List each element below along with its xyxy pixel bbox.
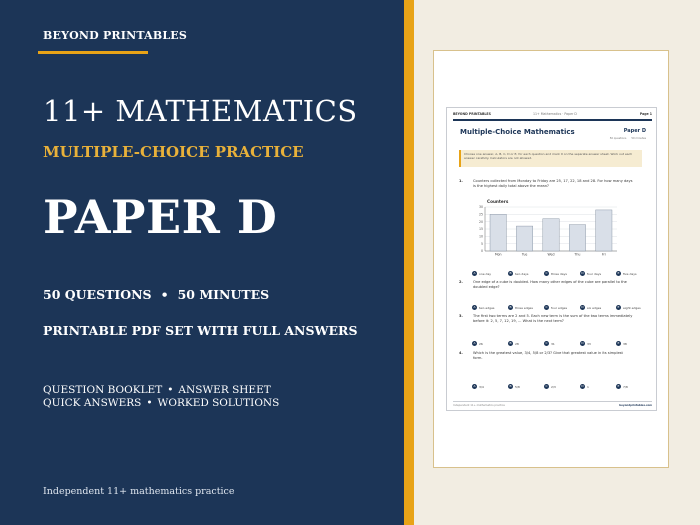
- option-value: two days: [515, 271, 529, 276]
- product-subtitle: MULTIPLE-CHOICE PRACTICE: [43, 143, 304, 161]
- brand-name: BEYOND PRINTABLES: [43, 29, 188, 42]
- question-text: Counters collected from Monday to Friday are 25, 17, 22, 18 and 28. For how many days is the highest daily total above the mean?: [473, 179, 633, 188]
- option-value: 1: [587, 384, 589, 389]
- option-value: 28: [515, 341, 519, 346]
- option-value: eight edges: [623, 305, 641, 310]
- option-letter: B: [509, 341, 512, 345]
- option-letter: B: [509, 384, 512, 388]
- option-letter: A: [473, 271, 476, 275]
- bar: [596, 210, 612, 251]
- sheet-title: Multiple-Choice Mathematics: [460, 128, 575, 136]
- sheet-footer: [453, 404, 652, 409]
- option-a[interactable]: [472, 376, 484, 389]
- option-value: two edges: [479, 305, 495, 310]
- cover-footer: Independent 11+ mathematics practice: [43, 486, 235, 497]
- option-value: 33: [587, 341, 591, 346]
- question-number: 3.: [459, 314, 463, 318]
- y-tick-label: 10: [478, 234, 483, 239]
- y-tick-label: 0: [480, 249, 483, 254]
- bar: [516, 226, 532, 251]
- x-tick-label: Tue: [521, 252, 528, 257]
- option-e[interactable]: [616, 263, 637, 276]
- option-letter: D: [581, 305, 584, 309]
- sheet-subinfo: [605, 137, 646, 140]
- y-tick-label: 20: [478, 219, 483, 224]
- bar-chart: [471, 197, 621, 259]
- question-text: Which is the greatest value, 3/4, 5/8 or 2/3? Give that greatest value in its simplest form.: [473, 351, 623, 360]
- meta-separator: •: [160, 287, 169, 302]
- option-e[interactable]: [616, 297, 641, 310]
- question-text: One edge of a cube is doubled. How many other edges of the cube are parallel to the doubled edge?: [473, 280, 627, 289]
- option-c[interactable]: [544, 263, 567, 276]
- option-letter: C: [545, 341, 548, 345]
- x-tick-label: Thu: [574, 252, 581, 257]
- option-c[interactable]: [544, 376, 556, 389]
- option-b[interactable]: [508, 376, 520, 389]
- contents-separator: •: [146, 397, 153, 409]
- sheet-header: [453, 112, 652, 119]
- question-count: 50 QUESTIONS: [43, 287, 152, 302]
- contents-line-2: [43, 397, 279, 410]
- question-number: 2.: [459, 280, 463, 284]
- option-d[interactable]: [580, 263, 602, 276]
- contents-item-quick-answers: QUICK ANSWERS: [43, 397, 142, 409]
- option-value: four edges: [551, 305, 568, 310]
- option-value: 38: [623, 341, 627, 346]
- paper-label: PAPER D: [43, 190, 278, 244]
- option-letter: A: [473, 384, 476, 388]
- sheet-header-rule: [453, 119, 652, 121]
- option-a[interactable]: [472, 333, 483, 346]
- question-number: 1.: [459, 179, 463, 183]
- sheet-footer-site: beyondprintables.com: [619, 404, 652, 407]
- option-value: six edges: [587, 305, 602, 310]
- option-value: three edges: [515, 305, 533, 310]
- sheet-header-center: 11+ Mathematics · Paper D: [533, 112, 577, 116]
- option-value: one day: [479, 271, 492, 276]
- question-text: The first two terms are 2 and 5. Each new term is the sum of the two terms immediately before it: 2, 5, 7, 12, 19, … What is the next term?: [473, 314, 633, 323]
- bar: [490, 214, 506, 251]
- contents-item-answer-sheet: ANSWER SHEET: [178, 384, 271, 396]
- option-letter: B: [509, 271, 512, 275]
- option-value: 26: [479, 341, 483, 346]
- option-c[interactable]: [544, 333, 555, 346]
- question-3-options: [472, 333, 642, 346]
- paper-meta: [43, 287, 269, 302]
- bar: [543, 219, 559, 251]
- option-letter: D: [581, 271, 584, 275]
- option-value: three days: [551, 271, 567, 276]
- sheet-question-count: 50 questions: [609, 137, 627, 140]
- option-b[interactable]: [508, 263, 529, 276]
- duration: 50 MINUTES: [177, 287, 270, 302]
- y-tick-label: 30: [478, 205, 483, 210]
- contents-list: [43, 384, 279, 410]
- y-tick-label: 15: [478, 227, 483, 232]
- y-tick-label: 25: [478, 212, 483, 217]
- option-a[interactable]: [472, 263, 492, 276]
- brand-underline: [38, 51, 148, 54]
- option-value: 2/3: [551, 384, 556, 389]
- question-1-options: [472, 263, 642, 276]
- option-e[interactable]: [616, 376, 628, 389]
- contents-item-booklet: QUESTION BOOKLET: [43, 384, 163, 396]
- option-letter: A: [473, 305, 476, 309]
- option-d[interactable]: [580, 297, 602, 310]
- option-letter: C: [545, 271, 548, 275]
- option-value: 3/4: [479, 384, 484, 389]
- contents-separator: •: [167, 384, 174, 396]
- y-tick-label: 5: [480, 241, 483, 246]
- sheet-brand: BEYOND PRINTABLES: [453, 112, 491, 116]
- x-tick-label: Mon: [494, 252, 502, 257]
- option-d[interactable]: [580, 376, 589, 389]
- option-b[interactable]: [508, 297, 533, 310]
- option-letter: D: [581, 384, 584, 388]
- sheet-duration: 50 minutes: [631, 137, 646, 140]
- option-value: 5/8: [515, 384, 520, 389]
- question-2-options: [472, 297, 642, 310]
- bar: [569, 225, 585, 251]
- chart-title: Counters: [487, 199, 509, 204]
- sheet-footer-rule: [453, 401, 652, 402]
- option-letter: E: [617, 384, 620, 388]
- option-value: four days: [587, 271, 602, 276]
- x-tick-label: Fri: [601, 252, 606, 257]
- x-tick-label: Wed: [547, 252, 555, 257]
- option-letter: C: [545, 384, 548, 388]
- option-value: 7/8: [623, 384, 628, 389]
- option-letter: B: [509, 305, 512, 309]
- option-b[interactable]: [508, 333, 519, 346]
- question-number: 4.: [459, 351, 463, 355]
- sheet-paper-label: Paper D: [623, 128, 646, 134]
- option-letter: D: [581, 341, 584, 345]
- sheet-page-number: Page 1: [639, 112, 652, 116]
- contents-item-worked-solutions: WORKED SOLUTIONS: [157, 397, 280, 409]
- option-letter: E: [617, 341, 620, 345]
- option-a[interactable]: [472, 297, 495, 310]
- pdf-description: PRINTABLE PDF SET WITH FULL ANSWERS: [43, 323, 358, 338]
- option-value: 31: [551, 341, 555, 346]
- option-d[interactable]: [580, 333, 591, 346]
- question-4-options: [472, 376, 642, 389]
- option-e[interactable]: [616, 333, 627, 346]
- product-title: 11+ MATHEMATICS: [43, 94, 358, 128]
- option-value: five days: [623, 271, 637, 276]
- option-letter: E: [617, 305, 620, 309]
- gold-divider: [404, 0, 414, 525]
- contents-line-1: [43, 384, 279, 397]
- sheet-instructions: Choose one answer, A, B, C, D or E, for each question and mark it on the separate answer sheet. Work out each answer carefully. Calculators are not allowed.: [459, 150, 642, 167]
- sheet-footer-text: Independent 11+ mathematics practice: [453, 404, 505, 407]
- option-c[interactable]: [544, 297, 568, 310]
- option-letter: C: [545, 305, 548, 309]
- worksheet-preview: [446, 107, 657, 411]
- option-letter: E: [617, 271, 620, 275]
- option-letter: A: [473, 341, 476, 345]
